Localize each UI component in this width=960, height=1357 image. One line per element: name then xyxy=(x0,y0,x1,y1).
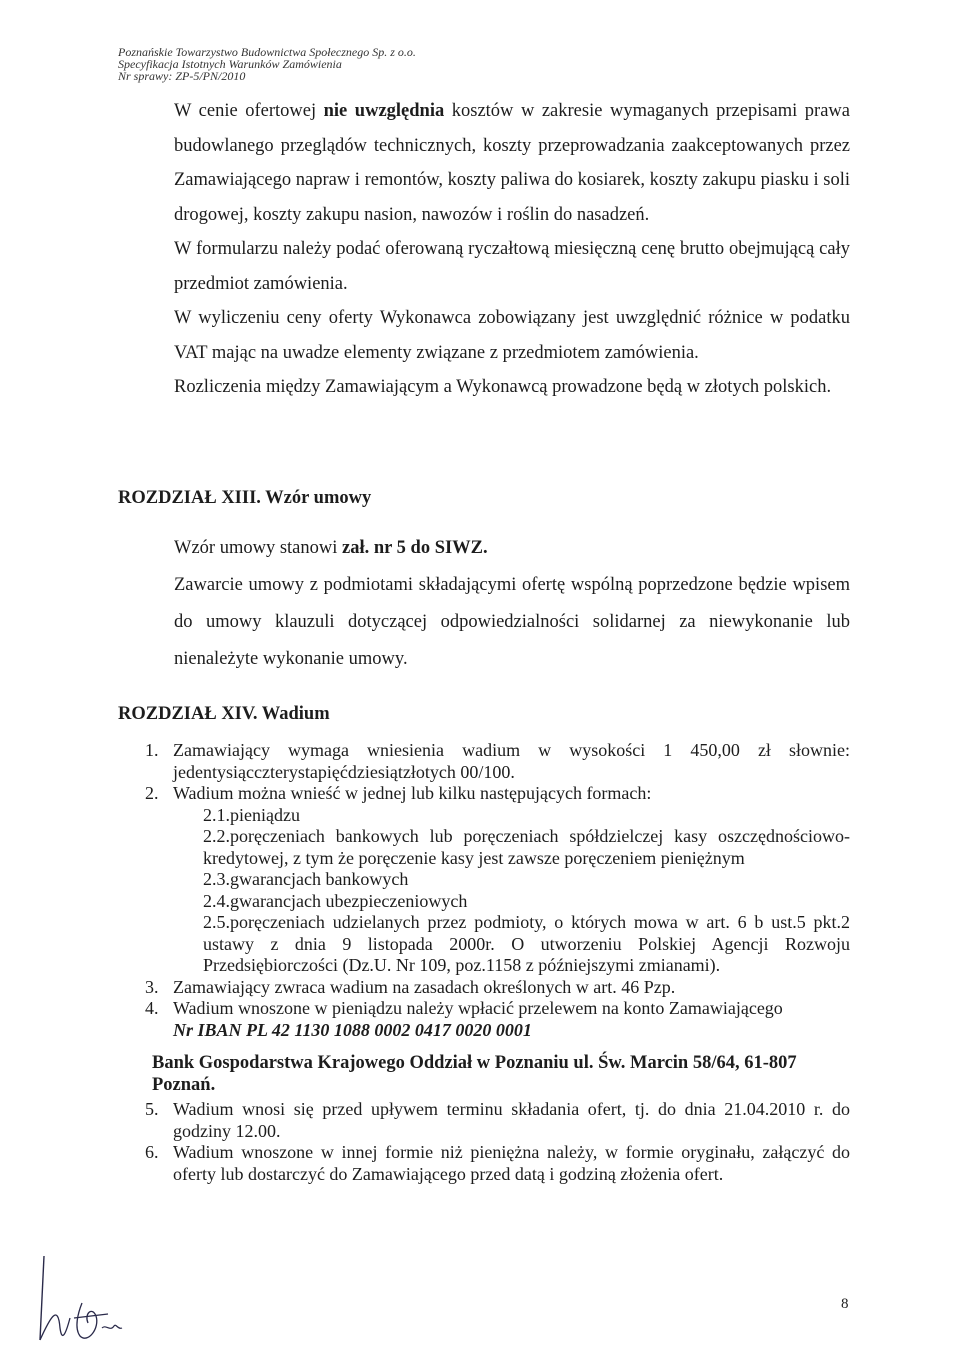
list-item xyxy=(118,783,850,977)
list-item-text: Zamawiający zwraca wadium na zasadach określonych w art. 46 Pzp. xyxy=(173,976,676,997)
handwritten-signature xyxy=(30,1248,140,1348)
settlement-paragraph: Rozliczenia między Zamawiającym a Wykonawcą prowadzone będą w złotych polskich. xyxy=(174,377,832,397)
list-item-text: Wadium wnoszone w innej formie niż pieniężna należy, w formie oryginału, załączyć do oferty lub dostarczyć do Zamawiającego przed datą i godziną złożenia ofert. xyxy=(173,1142,850,1184)
deposit-list xyxy=(118,740,850,1185)
text-fragment: kosztów w zakresie wymaganych przepisami prawa budowlanego przeglądów technicznych, koszty przeprowadzania zaakceptowanych przez Zamawiającego napraw i remontów, koszty paliwa do kosiarek, koszty zakupu piasku i soli drogowej, koszty zakupu nasion, nawozów i roślin do nasadzeń. xyxy=(174,101,850,225)
contract-template-paragraph xyxy=(174,530,850,567)
joint-liability-paragraph: Zawarcie umowy z podmiotami składającymi ofertę wspólną poprzedzone będzie wpisem do umowy klauzuli dotyczącej odpowiedzialności solidarnej za niewykonanie lub nienależyte wykonanie umowy. xyxy=(174,575,850,669)
form-price-paragraph: W formularzu należy podać oferowaną ryczałtową miesięczną cenę brutto obejmującą cały przedmiot zamówienia. xyxy=(174,239,850,294)
text-fragment: Wzór umowy stanowi xyxy=(174,538,343,558)
emphasis-text: zał. nr 5 do SIWZ. xyxy=(342,538,488,558)
sub-item: 2.5.poręczeniach udzielanych przez podmioty, o których mowa w art. 6 b ust.5 pkt.2 ustawy z dnia 9 listopada 2000r. O utworzeniu Polskiej Agencji Rozwoju Przedsiębiorczości (Dz.U. Nr 109, poz.1158 z późniejszymi zmianami). xyxy=(203,912,850,975)
section-13-body xyxy=(174,530,850,678)
list-item xyxy=(118,1142,850,1185)
list-item-text: Wadium można wnieść w jednej lub kilku następujących formach: xyxy=(173,783,652,803)
document-title: Specyfikacja Istotnych Warunków Zamówienia xyxy=(118,57,342,71)
list-number: 1. xyxy=(145,740,159,760)
sub-item: 2.4.gwarancjach ubezpieczeniowych xyxy=(203,890,468,911)
list-number: 2. xyxy=(145,783,159,803)
company-name: Poznańskie Towarzystwo Budownictwa Społecznego Sp. z o.o. xyxy=(118,45,416,59)
intro-section xyxy=(174,94,850,405)
list-number: 5. xyxy=(145,1099,159,1119)
page-number: 8 xyxy=(841,1296,849,1312)
emphasis-text: nie uwzględnia xyxy=(323,101,445,121)
vat-paragraph: W wyliczeniu ceny oferty Wykonawca zobowiązany jest uwzględnić różnice w podatku VAT mając na uwadze elementy związane z przedmiotem zamówienia. xyxy=(174,308,850,363)
list-item xyxy=(118,1099,850,1142)
list-item xyxy=(118,998,850,1041)
sub-item: 2.3.gwarancjach bankowych xyxy=(203,869,409,889)
list-number: 6. xyxy=(145,1142,159,1162)
list-item-text: Wadium wnoszone w pieniądzu należy wpłacić przelewem na konto Zamawiającego xyxy=(173,998,783,1018)
list-number: 3. xyxy=(145,976,159,997)
bank-address: Bank Gospodarstwa Krajowego Oddział w Poznaniu ul. Św. Marcin 58/64, 61-807 Poznań. xyxy=(152,1053,797,1095)
sub-item: 2.1.pieniądzu xyxy=(203,804,300,825)
section-14-heading: ROZDZIAŁ XIV. Wadium xyxy=(118,704,330,724)
bank-account-number: Nr IBAN PL 42 1130 1088 0002 0417 0020 0001 xyxy=(173,1019,532,1040)
text-fragment: W cenie ofertowej xyxy=(174,101,324,121)
case-number: Nr sprawy: ZP-5/PN/2010 xyxy=(118,69,246,83)
list-item-text: Wadium wnosi się przed upływem terminu składania ofert, tj. do dnia 21.04.2010 r. do godziny 12.00. xyxy=(173,1099,850,1141)
price-exclusions-paragraph xyxy=(174,94,850,232)
document-header xyxy=(118,46,416,82)
list-item xyxy=(118,740,850,783)
list-item-text: Zamawiający wymaga wniesienia wadium w wysokości 1 450,00 zł słownie: jedentysiącczterystapięćdziesiątzłotych 00/100. xyxy=(173,740,850,782)
section-13-heading: ROZDZIAŁ XIII. Wzór umowy xyxy=(118,488,372,508)
sub-item: 2.2.poręczeniach bankowych lub poręczeniach spółdzielczej kasy oszczędnościowo-kredytowej, z tym że poręczenie kasy jest zawsze poręczeniem pieniężnym xyxy=(203,826,850,868)
list-number: 4. xyxy=(145,998,159,1018)
list-item xyxy=(118,977,850,999)
